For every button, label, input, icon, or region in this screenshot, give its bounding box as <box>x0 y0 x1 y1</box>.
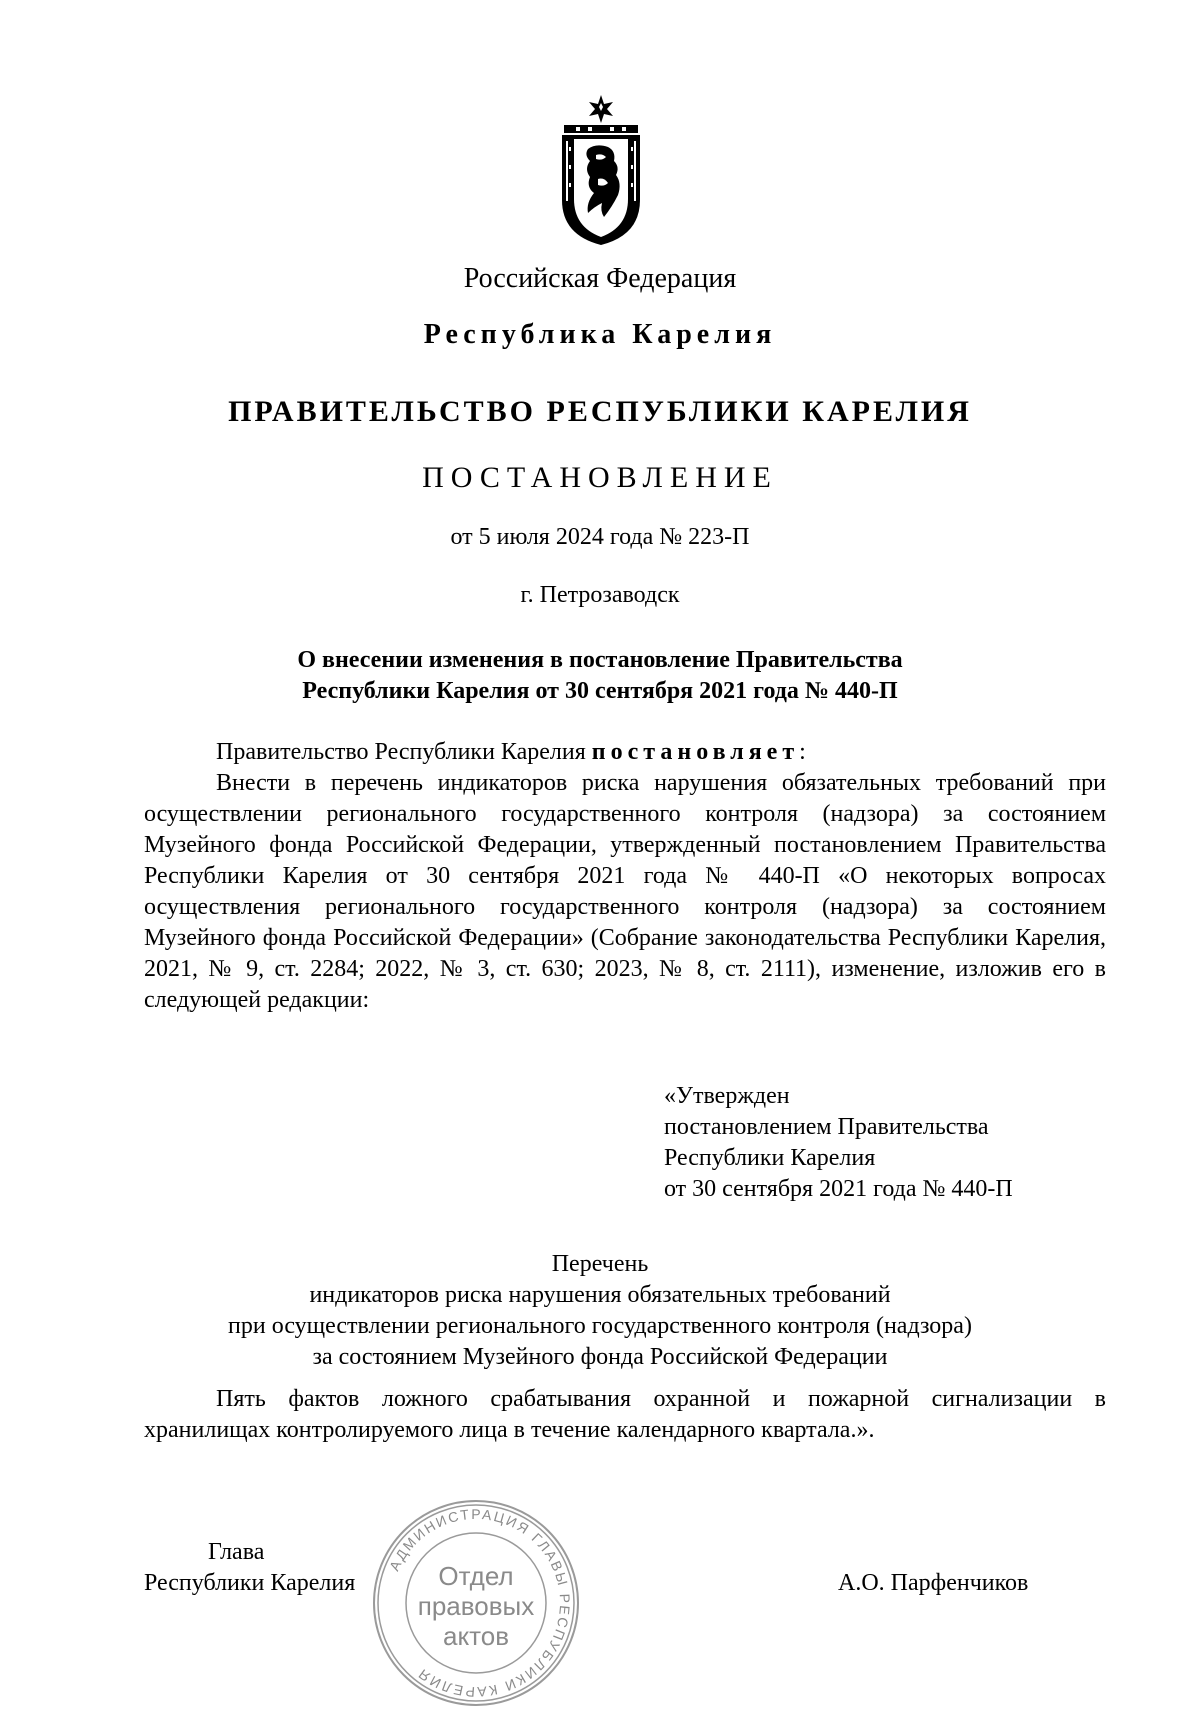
list-heading: Перечень <box>551 1251 649 1277</box>
intro-verb: постановляет <box>591 739 800 765</box>
document-type: ПОСТАНОВЛЕНИЕ <box>422 461 778 494</box>
list-title-line: за состоянием Музейного фонда Российской Федерации <box>312 1344 888 1370</box>
stamp-ring-text: АДМИНИСТРАЦИЯ ГЛАВЫ РЕСПУБЛИКИ КАРЕЛИЯ <box>385 1505 574 1701</box>
risk-indicator-paragraph: Пять фактов ложного срабатывания охранной и пожарной сигнализации в хранилищах контролируемого лица в течение календарного квартала.». <box>144 1386 1106 1443</box>
stamp-center-line: актов <box>442 1621 510 1651</box>
signatory-position-line: Республики Карелия <box>144 1570 356 1596</box>
signatory-name: А.О. Парфенчиков <box>838 1570 1029 1596</box>
approval-line: постановлением Правительства <box>664 1114 989 1140</box>
main-paragraph: Внести в перечень индикаторов риска нарушения обязательных требований при осуществлении регионального государственного контроля (надзора) за состоянием Музейного фонда Российской Федерации, утвержденный постановлением Правительства Республики Карелия от 30 сентября 2021 года № 440-П «О некоторых вопросах осуществления регионального государственного контроля (надзора) за состоянием Музейного фонда Российской Федерации» (Собрание законодательства Республики Карелия, 2021, № 9, ст. 2284; 2022, № 3, ст. 630; 2023, № 8, ст. 2111), изменение, изложив его в следующей редакции: <box>144 770 1106 1013</box>
government-name: ПРАВИТЕЛЬСТВО РЕСПУБЛИКИ КАРЕЛИЯ <box>228 395 972 428</box>
list-title <box>0 1249 1200 1373</box>
stamp-center-line: Отдел <box>438 1561 514 1591</box>
intro-paragraph <box>144 737 1106 768</box>
title-line: О внесении изменения в постановление Правительства <box>297 647 903 673</box>
signatory-position <box>144 1537 355 1599</box>
official-stamp <box>370 1497 582 1709</box>
title-line: Республики Карелия от 30 сентября 2021 года № 440-П <box>302 678 898 704</box>
approval-line: «Утвержден <box>664 1083 790 1109</box>
document-date-number: от 5 июля 2024 года № 223-П <box>450 524 750 550</box>
approval-line: Республики Карелия <box>664 1145 876 1171</box>
approval-line: от 30 сентября 2021 года № 440-П <box>664 1176 1013 1202</box>
document-city: г. Петрозаводск <box>520 582 680 608</box>
intro-suffix: : <box>799 739 806 765</box>
stamp-center-line: правовых <box>417 1591 535 1621</box>
karelia-coat-of-arms-icon <box>560 95 642 247</box>
list-title-line: при осуществлении регионального государственного контроля (надзора) <box>228 1313 972 1339</box>
document-body <box>144 737 1106 1016</box>
country-name: Российская Федерация <box>463 263 737 294</box>
signatory-position-line: Глава <box>208 1539 265 1565</box>
intro-prefix: Правительство Республики Карелия <box>216 739 592 765</box>
list-title-line: индикаторов риска нарушения обязательных требований <box>309 1282 891 1308</box>
risk-indicator-text <box>144 1384 1106 1446</box>
approval-block <box>664 1081 1084 1205</box>
document-title <box>0 645 1200 707</box>
republic-name: Республика Карелия <box>423 319 777 350</box>
